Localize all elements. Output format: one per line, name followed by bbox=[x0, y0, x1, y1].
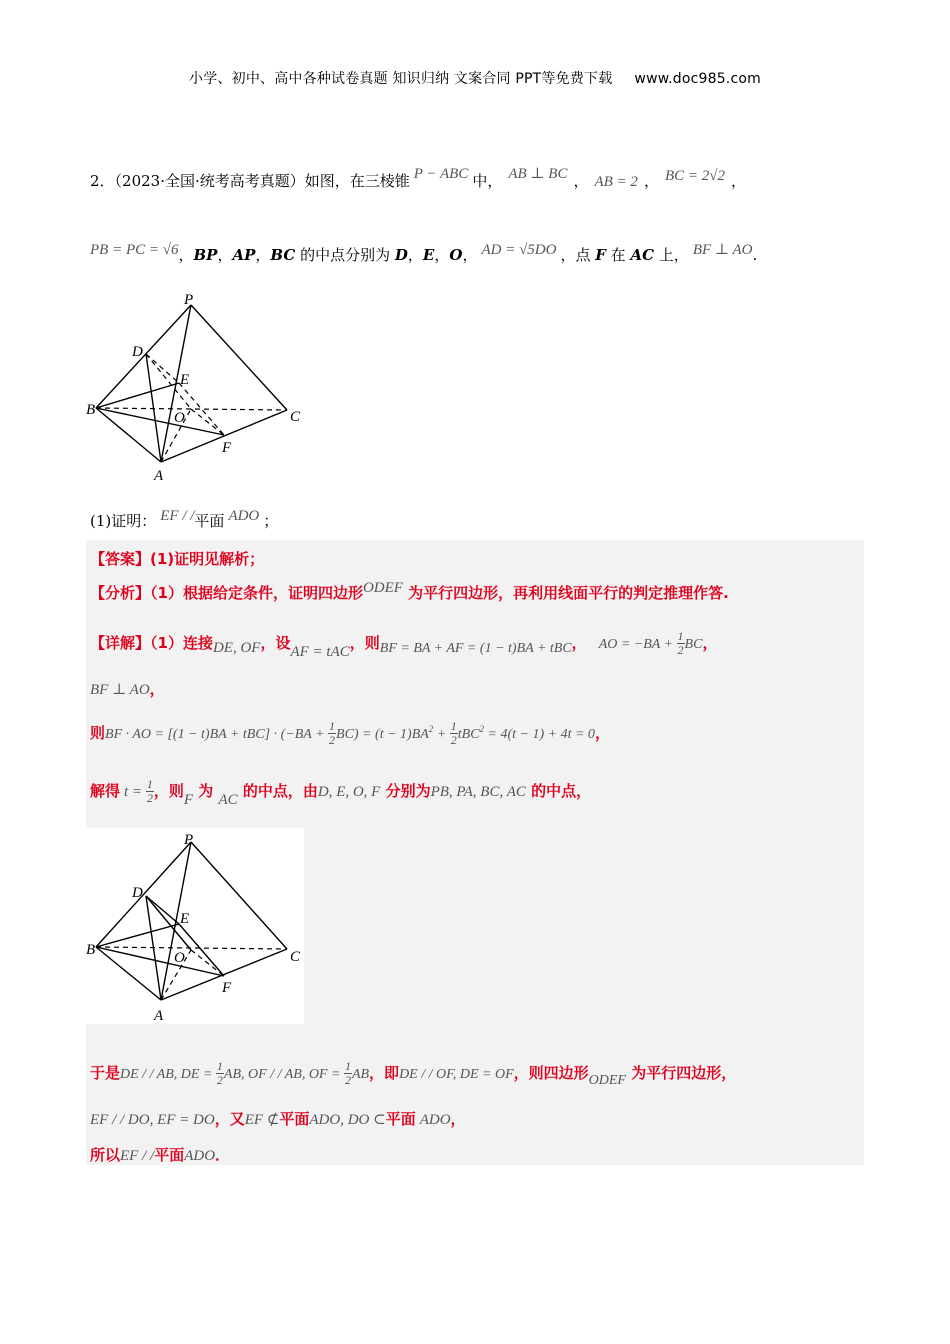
pt-d: D bbox=[394, 246, 408, 264]
detail-m4b: BC bbox=[684, 637, 703, 652]
label-c: C bbox=[290, 409, 301, 425]
sup-b: 2 bbox=[479, 724, 485, 734]
label2-f: F bbox=[222, 980, 232, 996]
q1-math-ef: EF / / bbox=[160, 508, 195, 524]
header-text: 小学、初中、高中各种试卷真题 知识归纳 文案合同 PPT等免费下载 bbox=[189, 71, 613, 87]
seg-ac: AC bbox=[630, 246, 655, 264]
t: 所以 bbox=[90, 1146, 121, 1164]
label2-a: A bbox=[154, 1008, 164, 1024]
detail-line-1: 【详解】（1）连接DE, OF，设AF = tAC，则BF = BA + AF = (1 − t)BA + tBC， AO = −BA + $\frac{1}{2}$ BC， bbox=[90, 629, 718, 660]
sup-a: 2 bbox=[428, 724, 434, 734]
t: 为平行四边形， bbox=[625, 1064, 737, 1082]
t: ，即 bbox=[369, 1064, 400, 1082]
label-b: B bbox=[86, 402, 96, 418]
detail-label: 【详解】（1）连接 bbox=[90, 634, 213, 652]
t: ，则 bbox=[349, 634, 380, 652]
label2-o: O bbox=[174, 950, 185, 966]
l6d: ADO bbox=[419, 1112, 451, 1128]
t: ，点 bbox=[560, 246, 596, 264]
t: ，又 bbox=[214, 1110, 245, 1128]
label-o: O bbox=[174, 410, 185, 426]
t: ， bbox=[450, 1110, 466, 1128]
pt-o: O bbox=[449, 246, 463, 264]
q1-prefix: (1)证明： bbox=[90, 512, 157, 530]
detail-line-7 bbox=[90, 1144, 230, 1165]
l4f: F bbox=[183, 792, 193, 808]
detail-line-2: BF ⊥ AO， bbox=[90, 680, 165, 698]
seg-ap: AP bbox=[232, 246, 256, 264]
t: 的中点， bbox=[525, 782, 592, 800]
l3c: + bbox=[433, 727, 450, 742]
question-1 bbox=[90, 510, 278, 531]
t: ， bbox=[178, 246, 194, 264]
t: 分别为 bbox=[380, 782, 431, 800]
pt-e: E bbox=[422, 246, 435, 264]
l6b: EF ⊄ bbox=[244, 1112, 280, 1128]
t: ，则 bbox=[153, 782, 184, 800]
header-site: www.doc985.com bbox=[634, 71, 761, 87]
l3e: = 4(t − 1) + 4t = 0 bbox=[484, 727, 595, 742]
math-bc: BC = 2√2 bbox=[664, 168, 725, 184]
l6a: EF / / DO, EF = DO bbox=[90, 1112, 215, 1128]
l7a: EF / / bbox=[120, 1148, 155, 1164]
problem-source: （2023·全国·统考高考真题）如图，在三棱锥 bbox=[114, 172, 410, 190]
math-ab-perp-bc: AB ⊥ BC bbox=[508, 166, 568, 182]
t: 于是 bbox=[90, 1064, 121, 1082]
l3d: tBC bbox=[457, 727, 480, 742]
detail-m2: AF = tAC bbox=[290, 644, 350, 660]
frac-half-4: $\frac{1}{2}$ bbox=[146, 777, 153, 805]
math-ab-2: AB = 2 bbox=[594, 174, 638, 190]
q1-math-ado: ADO bbox=[228, 508, 260, 524]
analysis-label: 【分析】（1）根据给定条件，证明四边形 bbox=[90, 584, 363, 602]
math-bf-perp-ao: BF ⊥ AO bbox=[692, 242, 753, 258]
label-a: A bbox=[154, 468, 164, 484]
detail-line-5 bbox=[90, 1060, 736, 1087]
label-f: F bbox=[222, 440, 232, 456]
label2-c: C bbox=[290, 949, 301, 965]
t: ． bbox=[215, 1146, 231, 1164]
t: 解得 bbox=[90, 782, 121, 800]
t: ， bbox=[407, 246, 423, 264]
tetrahedron-figure-2 bbox=[84, 830, 314, 1030]
label2-e: E bbox=[180, 911, 190, 927]
analysis-line bbox=[90, 582, 729, 603]
t: ，设 bbox=[260, 634, 291, 652]
l5d: DE / / OF, DE = OF bbox=[399, 1067, 514, 1082]
l7b: ADO bbox=[184, 1148, 216, 1164]
q1-plane: 平面 bbox=[194, 512, 225, 530]
seg-bc: BC bbox=[270, 246, 296, 264]
seg-bp: BP bbox=[193, 246, 218, 264]
l4ac: AC bbox=[218, 792, 238, 808]
detail-m1: DE, OF bbox=[212, 640, 261, 656]
t: 平面 bbox=[385, 1110, 416, 1128]
l4pts: D, E, O, F bbox=[317, 784, 381, 800]
t: ， bbox=[434, 246, 450, 264]
frac-half-2: $\frac{1}{2}$ bbox=[329, 719, 336, 747]
frac-half-5: $\frac{1}{2}$ bbox=[216, 1059, 223, 1087]
pt-f: F bbox=[595, 246, 606, 264]
t: 的中点，由 bbox=[237, 782, 318, 800]
l4segs: PB, PA, BC, AC bbox=[430, 784, 526, 800]
t: ， bbox=[217, 246, 233, 264]
t: 的中点分别为 bbox=[295, 246, 395, 264]
label2-d: D bbox=[132, 885, 143, 901]
l5a: DE / / AB, DE = bbox=[120, 1067, 216, 1082]
problem-number: 2． bbox=[90, 172, 115, 190]
page-header bbox=[0, 68, 950, 88]
label2-b: B bbox=[86, 942, 96, 958]
tetrahedron-figure-1 bbox=[84, 290, 314, 490]
t: 则 bbox=[90, 724, 106, 742]
t: ， bbox=[462, 246, 478, 264]
t: 上， bbox=[654, 246, 689, 264]
problem-line-1: 2．（2023·全国·统考高考真题）如图，在三棱锥 P − ABC 中， AB ⊥ BC ， AB = 2 ， BC = 2√2 ， bbox=[90, 166, 746, 190]
text-zhong: 中， bbox=[472, 172, 503, 190]
label-p: P bbox=[184, 292, 194, 308]
l4t: t = bbox=[124, 784, 146, 800]
detail-l2-math: BF ⊥ AO bbox=[90, 682, 150, 698]
frac-half-1: $\frac{1}{2}$ bbox=[677, 629, 684, 657]
t: 平面 bbox=[154, 1146, 185, 1164]
detail-m4a: AO = −BA + bbox=[598, 637, 677, 652]
l3a: BF · AO = [(1 − t)BA + tBC] · (−BA + bbox=[105, 727, 329, 742]
analysis-rest: 为平行四边形，再利用线面平行的判定推理作答. bbox=[402, 584, 729, 602]
detail-line-6 bbox=[90, 1108, 466, 1129]
label-e: E bbox=[180, 372, 190, 388]
l5e: ODEF bbox=[588, 1073, 626, 1088]
t: ， bbox=[255, 246, 271, 264]
frac-half-3: $\frac{1}{2}$ bbox=[450, 719, 457, 747]
math-ad: AD = √5DO bbox=[481, 242, 557, 258]
analysis-math: ODEF bbox=[362, 580, 403, 596]
detail-m3: BF = BA + AF = (1 − t)BA + tBC bbox=[379, 641, 572, 656]
math-pb-pc: PB = PC = √6 bbox=[90, 242, 179, 258]
detail-line-4 bbox=[90, 777, 592, 808]
l5b: AB, OF / / AB, OF = bbox=[223, 1067, 344, 1082]
problem-line-2: PB = PC = √6，BP，AP，BC 的中点分别为 D，E，O， AD = √5DO ，点 F 在 AC 上， BF ⊥ AO. bbox=[90, 242, 758, 264]
l5c: AB bbox=[351, 1067, 370, 1082]
q1-end: ； bbox=[263, 512, 279, 530]
answer-line: 【答案】(1)证明见解析； bbox=[90, 550, 265, 568]
frac-half-6: $\frac{1}{2}$ bbox=[344, 1059, 351, 1087]
t: 为 bbox=[193, 782, 219, 800]
t: 在 bbox=[605, 246, 631, 264]
l6c: ADO, DO ⊂ bbox=[309, 1112, 386, 1128]
label-d: D bbox=[132, 344, 143, 360]
detail-line-3: 则BF · AO = [(1 − t)BA + tBC] · (−BA + $\frac{1}{2}$ $BC) = (t - 1)BA^2$ + $\frac{1}{2}$ tBC$^2$ = 4(t − 1) + 4t = 0， bbox=[90, 719, 610, 747]
t: ，则四边形 bbox=[513, 1064, 589, 1082]
label2-p: P bbox=[184, 832, 194, 848]
t: 平面 bbox=[279, 1110, 310, 1128]
math-pabc: P − ABC bbox=[413, 166, 469, 182]
l3b: BC) = (t − 1)BA bbox=[336, 727, 429, 742]
